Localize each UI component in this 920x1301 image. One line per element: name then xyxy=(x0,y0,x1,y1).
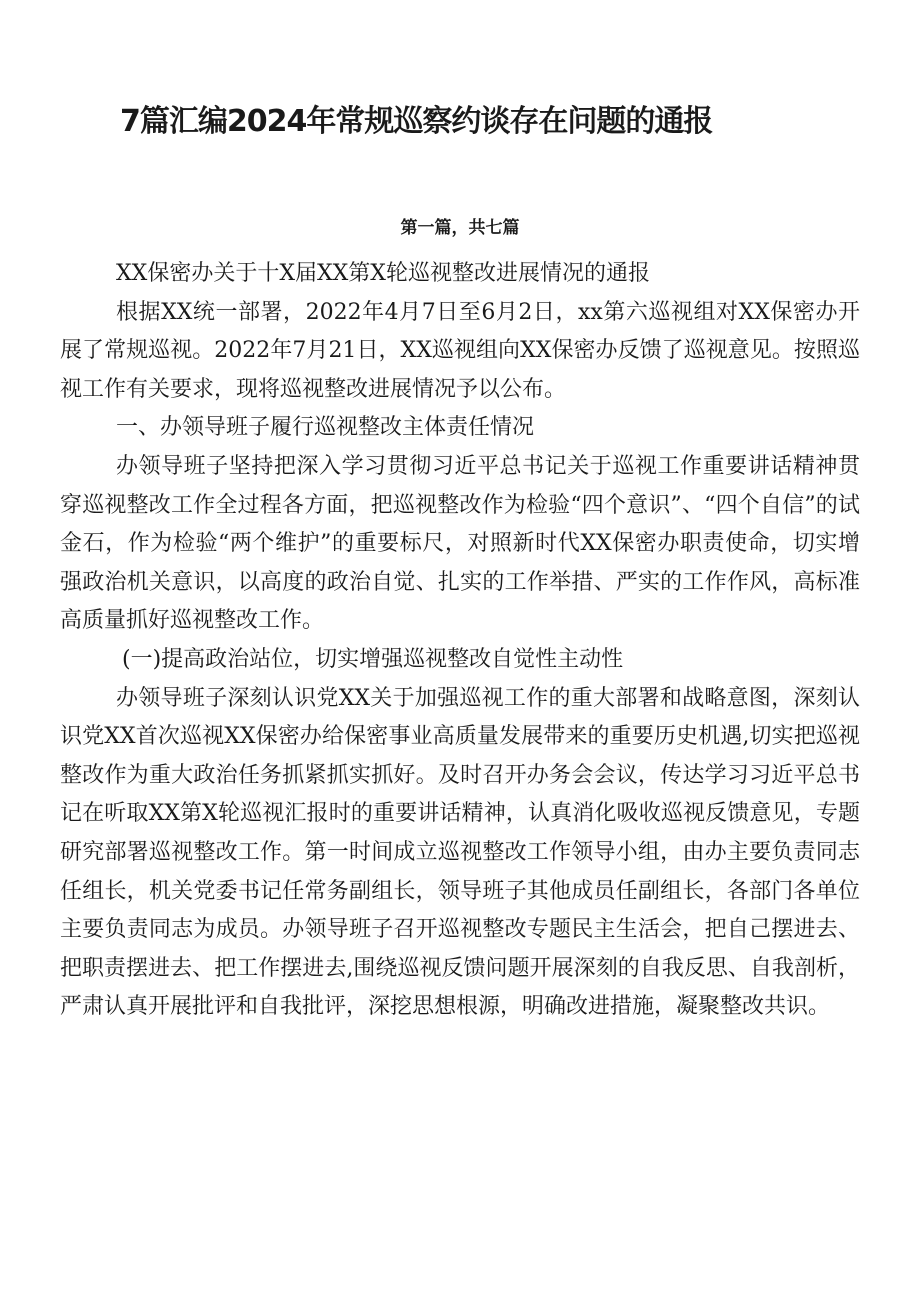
notice-heading: XX保密办关于十X届XX第X轮巡视整改进展情况的通报 xyxy=(116,261,650,286)
section-heading: 一、办领导班子履行巡视整改主体责任情况 xyxy=(116,415,535,441)
document-body xyxy=(60,255,860,1027)
part-label: 第一篇，共七篇 xyxy=(400,218,520,238)
body-paragraph: 办领导班子深刻认识党XX关于加强巡视工作的重大部署和战略意图，深刻认识党XX首次巡视XX保密办给保密事业高质量发展带来的重要历史机遇,切实把巡视整改作为重大政治任务抓紧抓实抓好。及时召开办务会会议，传达学习习近平总书记在听取XX第X轮巡视汇报时的重要讲话精神，认真消化吸收巡视反馈意见，专题研究部署巡视整改工作。第一时间成立巡视整改工作领导小组，由办主要负责同志任组长，机关党委书记任常务副组长，领导班子其他成员任副组长，各部门各单位主要负责同志为成员。办领导班子召开巡视整改专题民主生活会，把自己摆进去、把职责摆进去、把工作摆进去,围绕巡视反馈问题开展深刻的自我反思、自我剖析，严肃认真开展批评和自我批评，深挖思想根源，明确改进措施，凝聚整改共识。 xyxy=(60,685,860,1020)
body-paragraph: 根据XX统一部署，2022年4月7日至6月2日，xx第六巡视组对XX保密办开展了常规巡视。2022年7月21日，XX巡视组向XX保密办反馈了巡视意见。按照巡视工作有关要求，现将巡视整改进展情况予以公布。 xyxy=(60,299,860,402)
body-paragraph: 办领导班子坚持把深入学习贯彻习近平总书记关于巡视工作重要讲话精神贯穿巡视整改工作全过程各方面，把巡视整改作为检验“四个意识”、“四个自信”的试金石，作为检验“两个维护”的重要标尺，对照新时代XX保密办职责使命，切实增强政治机关意识，以高度的政治自觉、扎实的工作举措、严实的工作作风，高标准高质量抓好巡视整改工作。 xyxy=(60,453,860,634)
subsection-heading: (一)提高政治站位，切实增强巡视整改自觉性主动性 xyxy=(122,646,624,672)
document-title: 7篇汇编2024年常规巡察约谈存在问题的通报 xyxy=(120,104,713,139)
